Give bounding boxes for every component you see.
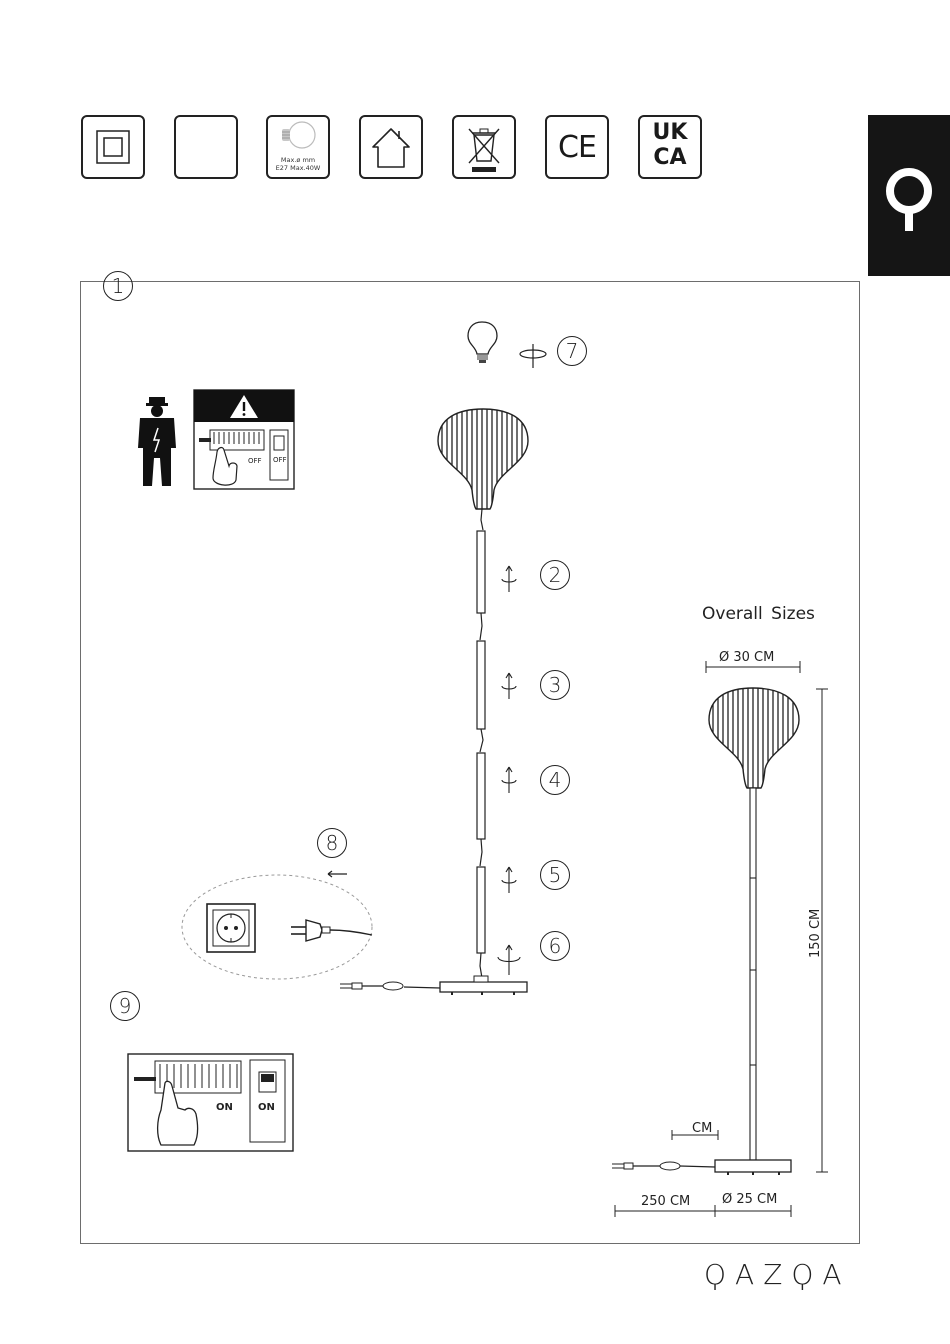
cable-length-label: 250 CM [641, 1194, 691, 1209]
step-number-7: 7 [557, 336, 587, 366]
step-number-5: 5 [540, 860, 570, 890]
lamp-base-assembly [340, 976, 527, 995]
rotate-clockwise-icon [520, 344, 546, 368]
lamp-shade-overall [709, 684, 799, 794]
ce-mark-text: CE [558, 130, 596, 165]
rotate-arrow-icon-2 [502, 566, 516, 592]
step-number-2: 2 [540, 560, 570, 590]
switch-off-label: OFF [273, 456, 287, 464]
breaker-on-label: ON [216, 1102, 233, 1113]
lamp-shade-assembly [438, 405, 528, 515]
step-number-4: 4 [540, 765, 570, 795]
lamp-pole-overall [750, 788, 756, 1160]
brand-logo: ϘAZϘA [704, 1258, 851, 1291]
step-number-8: 8 [317, 828, 347, 858]
rotate-arrow-icon-5 [502, 867, 516, 893]
overall-sizes-title: Overall Sizes [702, 604, 815, 624]
lamp-base-overall [612, 1160, 791, 1175]
plug-socket-illustration [182, 875, 372, 979]
switch-distance-label: CM [692, 1121, 713, 1136]
pole-segments [477, 509, 485, 978]
power-on-illustration [128, 1054, 293, 1151]
light-bulb-icon [468, 322, 497, 363]
ukca-uk-text: UK [652, 120, 688, 145]
step-number-6: 6 [540, 931, 570, 961]
step-number-3: 3 [540, 670, 570, 700]
rotate-arrow-icon-4 [502, 767, 516, 793]
height-label: 150 CM [808, 908, 823, 958]
step-number-1: 1 [103, 271, 133, 301]
rotate-arrow-icon-6 [498, 945, 520, 975]
electrician-figure-icon [138, 397, 176, 486]
base-diameter-label: Ø 25 CM [722, 1192, 778, 1207]
switch-on-label: ON [258, 1102, 275, 1113]
ukca-ca-text: CA [653, 145, 687, 170]
breaker-off-label: OFF [248, 457, 262, 465]
rotate-arrow-icon-3 [502, 673, 516, 699]
bulb-max-diameter-text: Max.ø mm [280, 156, 316, 164]
shade-diameter-label: Ø 30 CM [719, 650, 775, 665]
power-off-warning-icon [194, 390, 294, 489]
step-number-9: 9 [110, 991, 140, 1021]
bulb-max-wattage-text: E27 Max.40W [275, 164, 321, 172]
